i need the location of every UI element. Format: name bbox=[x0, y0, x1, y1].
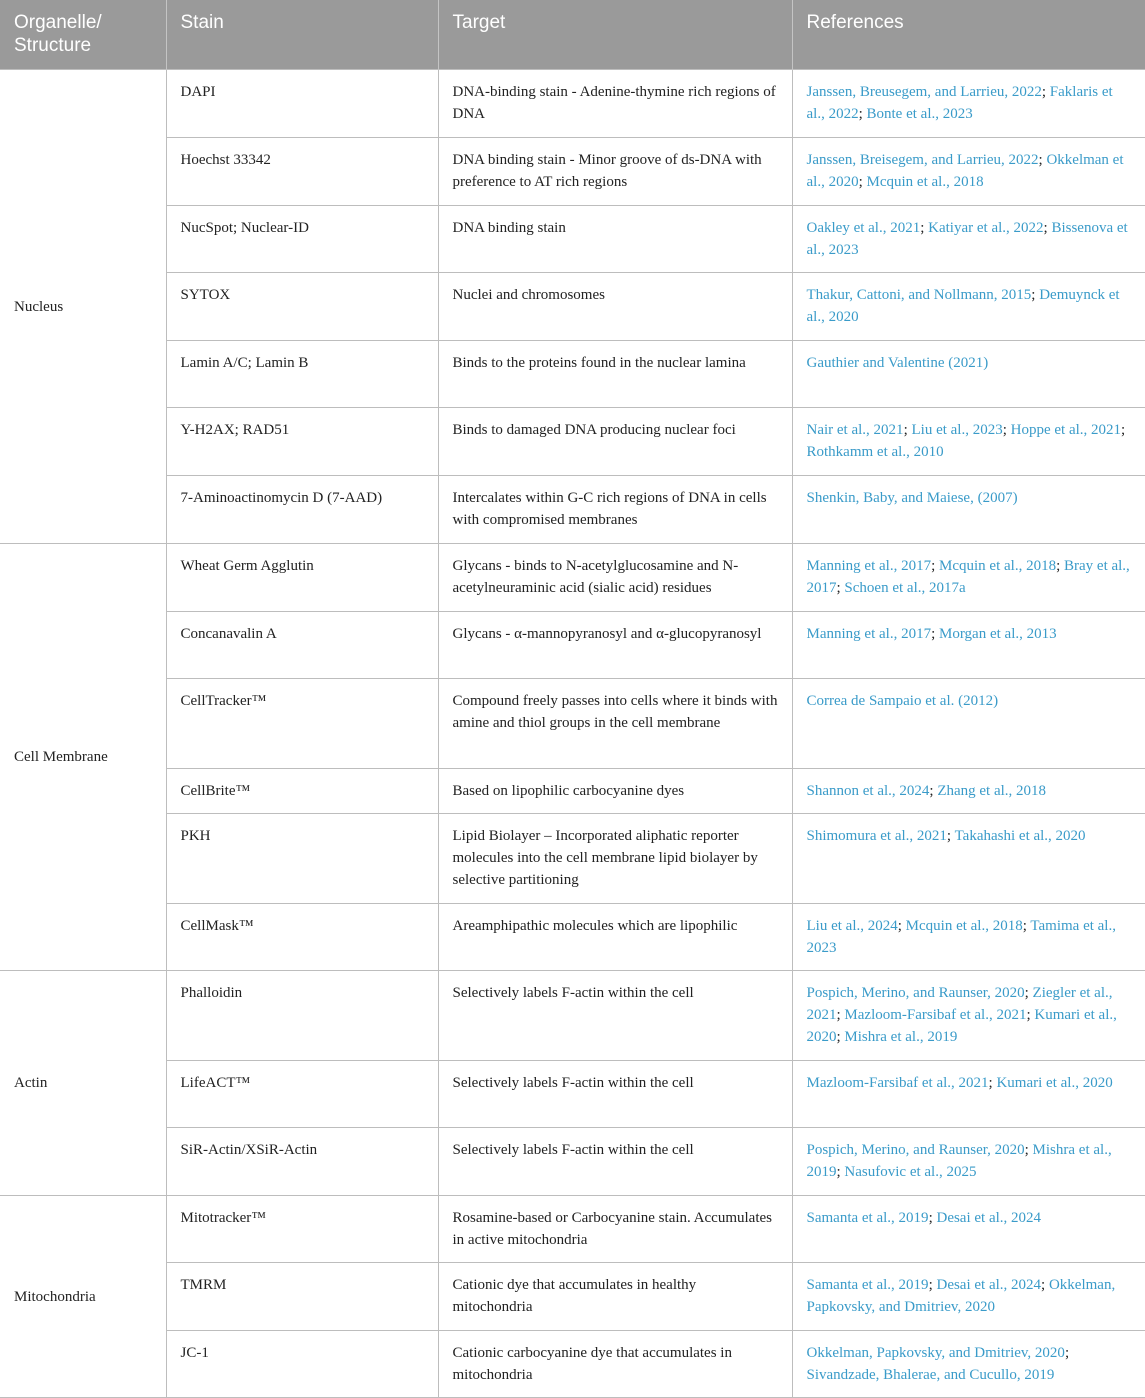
reference-separator: ; bbox=[903, 422, 912, 438]
reference-link[interactable]: Samanta et al., 2019 bbox=[806, 1277, 929, 1293]
reference-link[interactable]: Tamima et al., 2023 bbox=[806, 918, 1116, 956]
reference-separator: ; bbox=[897, 918, 906, 934]
reference-link[interactable]: Mishra et al., 2019 bbox=[806, 1142, 1112, 1180]
organelle-cell: Nucleus bbox=[0, 70, 166, 544]
table-row bbox=[0, 1263, 1145, 1331]
reference-link[interactable]: Schoen et al., 2017a bbox=[844, 580, 966, 596]
table-row bbox=[0, 1196, 1145, 1263]
reference-link[interactable]: Gauthier and Valentine (2021) bbox=[806, 355, 989, 371]
table-row bbox=[0, 1331, 1145, 1398]
references-cell bbox=[792, 1128, 1145, 1196]
reference-link[interactable]: Shenkin, Baby, and Maiese, (2007) bbox=[806, 490, 1018, 506]
reference-link[interactable]: Katiyar et al., 2022 bbox=[928, 220, 1044, 236]
target-cell: Nuclei and chromosomes bbox=[438, 273, 792, 341]
table-row bbox=[0, 206, 1145, 273]
reference-link[interactable]: Pospich, Merino, and Raunser, 2020 bbox=[806, 985, 1025, 1001]
target-cell: Glycans - binds to N-acetylglucosamine and N-acetylneuraminic acid (sialic acid) residues bbox=[438, 544, 792, 612]
table-body bbox=[0, 70, 1145, 1398]
references-cell bbox=[792, 612, 1145, 679]
target-cell: Cationic dye that accumulates in healthy mitochondria bbox=[438, 1263, 792, 1331]
references-cell bbox=[792, 769, 1145, 814]
reference-link[interactable]: Desai et al., 2024 bbox=[936, 1277, 1042, 1293]
table-row bbox=[0, 70, 1145, 138]
reference-separator: ; bbox=[1024, 1142, 1033, 1158]
references-cell bbox=[792, 904, 1145, 971]
stain-cell: CellMask™ bbox=[166, 904, 438, 971]
reference-link[interactable]: Mcquin et al., 2018 bbox=[939, 558, 1057, 574]
stain-cell: LifeACT™ bbox=[166, 1061, 438, 1128]
reference-separator: ; bbox=[1002, 422, 1011, 438]
stain-cell: JC-1 bbox=[166, 1331, 438, 1398]
reference-link[interactable]: Janssen, Breisegem, and Larrieu, 2022 bbox=[806, 152, 1039, 168]
reference-link[interactable]: Correa de Sampaio et al. (2012) bbox=[806, 693, 999, 709]
header-organelle: Organelle/ Structure bbox=[0, 0, 166, 70]
reference-separator: ; bbox=[1064, 1345, 1070, 1361]
stain-cell: Hoechst 33342 bbox=[166, 138, 438, 206]
reference-link[interactable]: Oakley et al., 2021 bbox=[806, 220, 921, 236]
table-row bbox=[0, 1061, 1145, 1128]
table-row bbox=[0, 769, 1145, 814]
references-cell bbox=[792, 1061, 1145, 1128]
reference-separator: ; bbox=[1041, 84, 1050, 100]
reference-link[interactable]: Liu et al., 2024 bbox=[806, 918, 898, 934]
references-cell bbox=[792, 138, 1145, 206]
references-cell bbox=[792, 544, 1145, 612]
references-cell bbox=[792, 1263, 1145, 1331]
header-references: References bbox=[792, 0, 1145, 70]
header-target: Target bbox=[438, 0, 792, 70]
reference-link[interactable]: Bissenova et al., 2023 bbox=[806, 220, 1128, 258]
stain-cell: PKH bbox=[166, 814, 438, 904]
references-cell bbox=[792, 341, 1145, 408]
reference-link[interactable]: Mazloom-Farsibaf et al., 2021 bbox=[806, 1075, 989, 1091]
reference-link[interactable]: Mishra et al., 2019 bbox=[844, 1029, 958, 1045]
table-row bbox=[0, 1128, 1145, 1196]
reference-link[interactable]: Desai et al., 2024 bbox=[936, 1210, 1042, 1226]
stain-cell: Phalloidin bbox=[166, 971, 438, 1061]
references-cell bbox=[792, 206, 1145, 273]
reference-link[interactable]: Ziegler et al., 2021 bbox=[806, 985, 1113, 1023]
reference-link[interactable]: Bray et al., 2017 bbox=[806, 558, 1130, 596]
stain-cell: Mitotracker™ bbox=[166, 1196, 438, 1263]
reference-link[interactable]: Nasufovic et al., 2025 bbox=[844, 1164, 977, 1180]
target-cell: Areamphipathic molecules which are lipophilic bbox=[438, 904, 792, 971]
reference-link[interactable]: Pospich, Merino, and Raunser, 2020 bbox=[806, 1142, 1025, 1158]
target-cell: Glycans - α-mannopyranosyl and α-glucopyranosyl bbox=[438, 612, 792, 679]
reference-link[interactable]: Okkelman et al., 2020 bbox=[806, 152, 1124, 190]
target-cell: Based on lipophilic carbocyanine dyes bbox=[438, 769, 792, 814]
stain-cell: Y-H2AX; RAD51 bbox=[166, 408, 438, 476]
references-cell bbox=[792, 971, 1145, 1061]
stain-cell: TMRM bbox=[166, 1263, 438, 1331]
organelle-cell: Actin bbox=[0, 971, 166, 1196]
target-cell: Binds to the proteins found in the nuclear lamina bbox=[438, 341, 792, 408]
target-cell: DNA binding stain - Minor groove of ds-DNA with preference to AT rich regions bbox=[438, 138, 792, 206]
reference-link[interactable]: Sivandzade, Bhalerae, and Cucullo, 2019 bbox=[806, 1367, 1055, 1383]
reference-separator: ; bbox=[836, 1029, 845, 1045]
stain-cell: Lamin A/C; Lamin B bbox=[166, 341, 438, 408]
reference-link[interactable]: Mcquin et al., 2018 bbox=[866, 174, 984, 190]
organelle-cell: Cell Membrane bbox=[0, 544, 166, 971]
table-row bbox=[0, 544, 1145, 612]
table-row bbox=[0, 476, 1145, 544]
reference-link[interactable]: Manning et al., 2017 bbox=[806, 626, 932, 642]
reference-link[interactable]: Kumari et al., 2020 bbox=[996, 1075, 1113, 1091]
target-cell: Binds to damaged DNA producing nuclear foci bbox=[438, 408, 792, 476]
reference-separator: ; bbox=[931, 626, 939, 642]
table-row bbox=[0, 814, 1145, 904]
stain-cell: 7-Aminoactinomycin D (7-AAD) bbox=[166, 476, 438, 544]
reference-link[interactable]: Nair et al., 2021 bbox=[806, 422, 904, 438]
stain-cell: Concanavalin A bbox=[166, 612, 438, 679]
reference-link[interactable]: Shannon et al., 2024 bbox=[806, 783, 930, 799]
reference-link[interactable]: Morgan et al., 2013 bbox=[939, 626, 1057, 642]
reference-link[interactable]: Zhang et al., 2018 bbox=[937, 783, 1047, 799]
table-row bbox=[0, 408, 1145, 476]
reference-separator: ; bbox=[928, 1277, 937, 1293]
target-cell: Selectively labels F-actin within the cell bbox=[438, 971, 792, 1061]
reference-link[interactable]: Kumari et al., 2020 bbox=[806, 1007, 1117, 1045]
reference-link[interactable]: Okkelman, Papkovsky, and Dmitriev, 2020 bbox=[806, 1345, 1065, 1361]
reference-separator: ; bbox=[836, 1164, 845, 1180]
reference-link[interactable]: Demuynck et al., 2020 bbox=[806, 287, 1120, 325]
reference-separator: ; bbox=[1041, 1277, 1049, 1293]
reference-separator: ; bbox=[858, 174, 867, 190]
reference-link[interactable]: Shimomura et al., 2021 bbox=[806, 828, 947, 844]
references-cell bbox=[792, 70, 1145, 138]
references-cell bbox=[792, 1331, 1145, 1398]
reference-link[interactable]: Faklaris et al., 2022 bbox=[806, 84, 1113, 122]
stain-cell: SYTOX bbox=[166, 273, 438, 341]
references-cell bbox=[792, 679, 1145, 769]
stain-cell: CellTracker™ bbox=[166, 679, 438, 769]
target-cell: Compound freely passes into cells where it binds with amine and thiol groups in the cell membrane bbox=[438, 679, 792, 769]
references-cell bbox=[792, 408, 1145, 476]
reference-separator: ; bbox=[1043, 220, 1052, 236]
table-row bbox=[0, 138, 1145, 206]
reference-link[interactable]: Thakur, Cattoni, and Nollmann, 2015 bbox=[806, 287, 1032, 303]
reference-separator: ; bbox=[1056, 558, 1064, 574]
target-cell: Cationic carbocyanine dye that accumulates in mitochondria bbox=[438, 1331, 792, 1398]
reference-separator: ; bbox=[988, 1075, 997, 1091]
target-cell: Intercalates within G-C rich regions of DNA in cells with compromised membranes bbox=[438, 476, 792, 544]
table-row bbox=[0, 971, 1145, 1061]
reference-separator: ; bbox=[1022, 918, 1031, 934]
target-cell: Selectively labels F-actin within the cell bbox=[438, 1061, 792, 1128]
reference-link[interactable]: Janssen, Breusegem, and Larrieu, 2022 bbox=[806, 84, 1042, 100]
target-cell: Selectively labels F-actin within the cell bbox=[438, 1128, 792, 1196]
references-cell bbox=[792, 814, 1145, 904]
reference-link[interactable]: Okkelman, Papkovsky, and Dmitriev, 2020 bbox=[806, 1277, 1116, 1315]
reference-separator: ; bbox=[929, 783, 938, 799]
table-row bbox=[0, 904, 1145, 971]
reference-separator: ; bbox=[1024, 985, 1033, 1001]
table-row bbox=[0, 341, 1145, 408]
target-cell: DNA binding stain bbox=[438, 206, 792, 273]
stain-cell: CellBrite™ bbox=[166, 769, 438, 814]
reference-link[interactable]: Hoppe et al., 2021 bbox=[1010, 422, 1122, 438]
reference-separator: ; bbox=[1026, 1007, 1035, 1023]
reference-link[interactable]: Liu et al., 2023 bbox=[911, 422, 1003, 438]
stain-cell: DAPI bbox=[166, 70, 438, 138]
header-row bbox=[0, 0, 1145, 70]
reference-link[interactable]: Bonte et al., 2023 bbox=[866, 106, 973, 122]
table-row bbox=[0, 612, 1145, 679]
reference-separator: ; bbox=[920, 220, 929, 236]
organelle-cell: Mitochondria bbox=[0, 1196, 166, 1398]
table-row bbox=[0, 679, 1145, 769]
reference-separator: ; bbox=[858, 106, 867, 122]
reference-link[interactable]: Mcquin et al., 2018 bbox=[905, 918, 1023, 934]
references-cell bbox=[792, 1196, 1145, 1263]
table-header bbox=[0, 0, 1145, 70]
reference-link[interactable]: Takahashi et al., 2020 bbox=[954, 828, 1086, 844]
reference-link[interactable]: Rothkamm et al., 2010 bbox=[806, 444, 944, 460]
reference-separator: ; bbox=[836, 580, 845, 596]
reference-separator: ; bbox=[1031, 287, 1040, 303]
references-cell bbox=[792, 273, 1145, 341]
references-cell bbox=[792, 476, 1145, 544]
reference-link[interactable]: Manning et al., 2017 bbox=[806, 558, 932, 574]
stain-cell: Wheat Germ Agglutin bbox=[166, 544, 438, 612]
reference-separator: ; bbox=[946, 828, 955, 844]
target-cell: Lipid Biolayer – Incorporated aliphatic reporter molecules into the cell membrane lipid biolayer by selective partitioning bbox=[438, 814, 792, 904]
stain-cell: SiR-Actin/XSiR-Actin bbox=[166, 1128, 438, 1196]
table-row bbox=[0, 273, 1145, 341]
reference-separator: ; bbox=[1121, 422, 1126, 438]
reference-link[interactable]: Mazloom-Farsibaf et al., 2021 bbox=[844, 1007, 1027, 1023]
target-cell: DNA-binding stain - Adenine-thymine rich regions of DNA bbox=[438, 70, 792, 138]
target-cell: Rosamine-based or Carbocyanine stain. Accumulates in active mitochondria bbox=[438, 1196, 792, 1263]
header-stain: Stain bbox=[166, 0, 438, 70]
stain-cell: NucSpot; Nuclear-ID bbox=[166, 206, 438, 273]
reference-link[interactable]: Samanta et al., 2019 bbox=[806, 1210, 929, 1226]
reference-separator: ; bbox=[1038, 152, 1047, 168]
reference-separator: ; bbox=[928, 1210, 937, 1226]
reference-separator: ; bbox=[836, 1007, 845, 1023]
reference-separator: ; bbox=[931, 558, 939, 574]
